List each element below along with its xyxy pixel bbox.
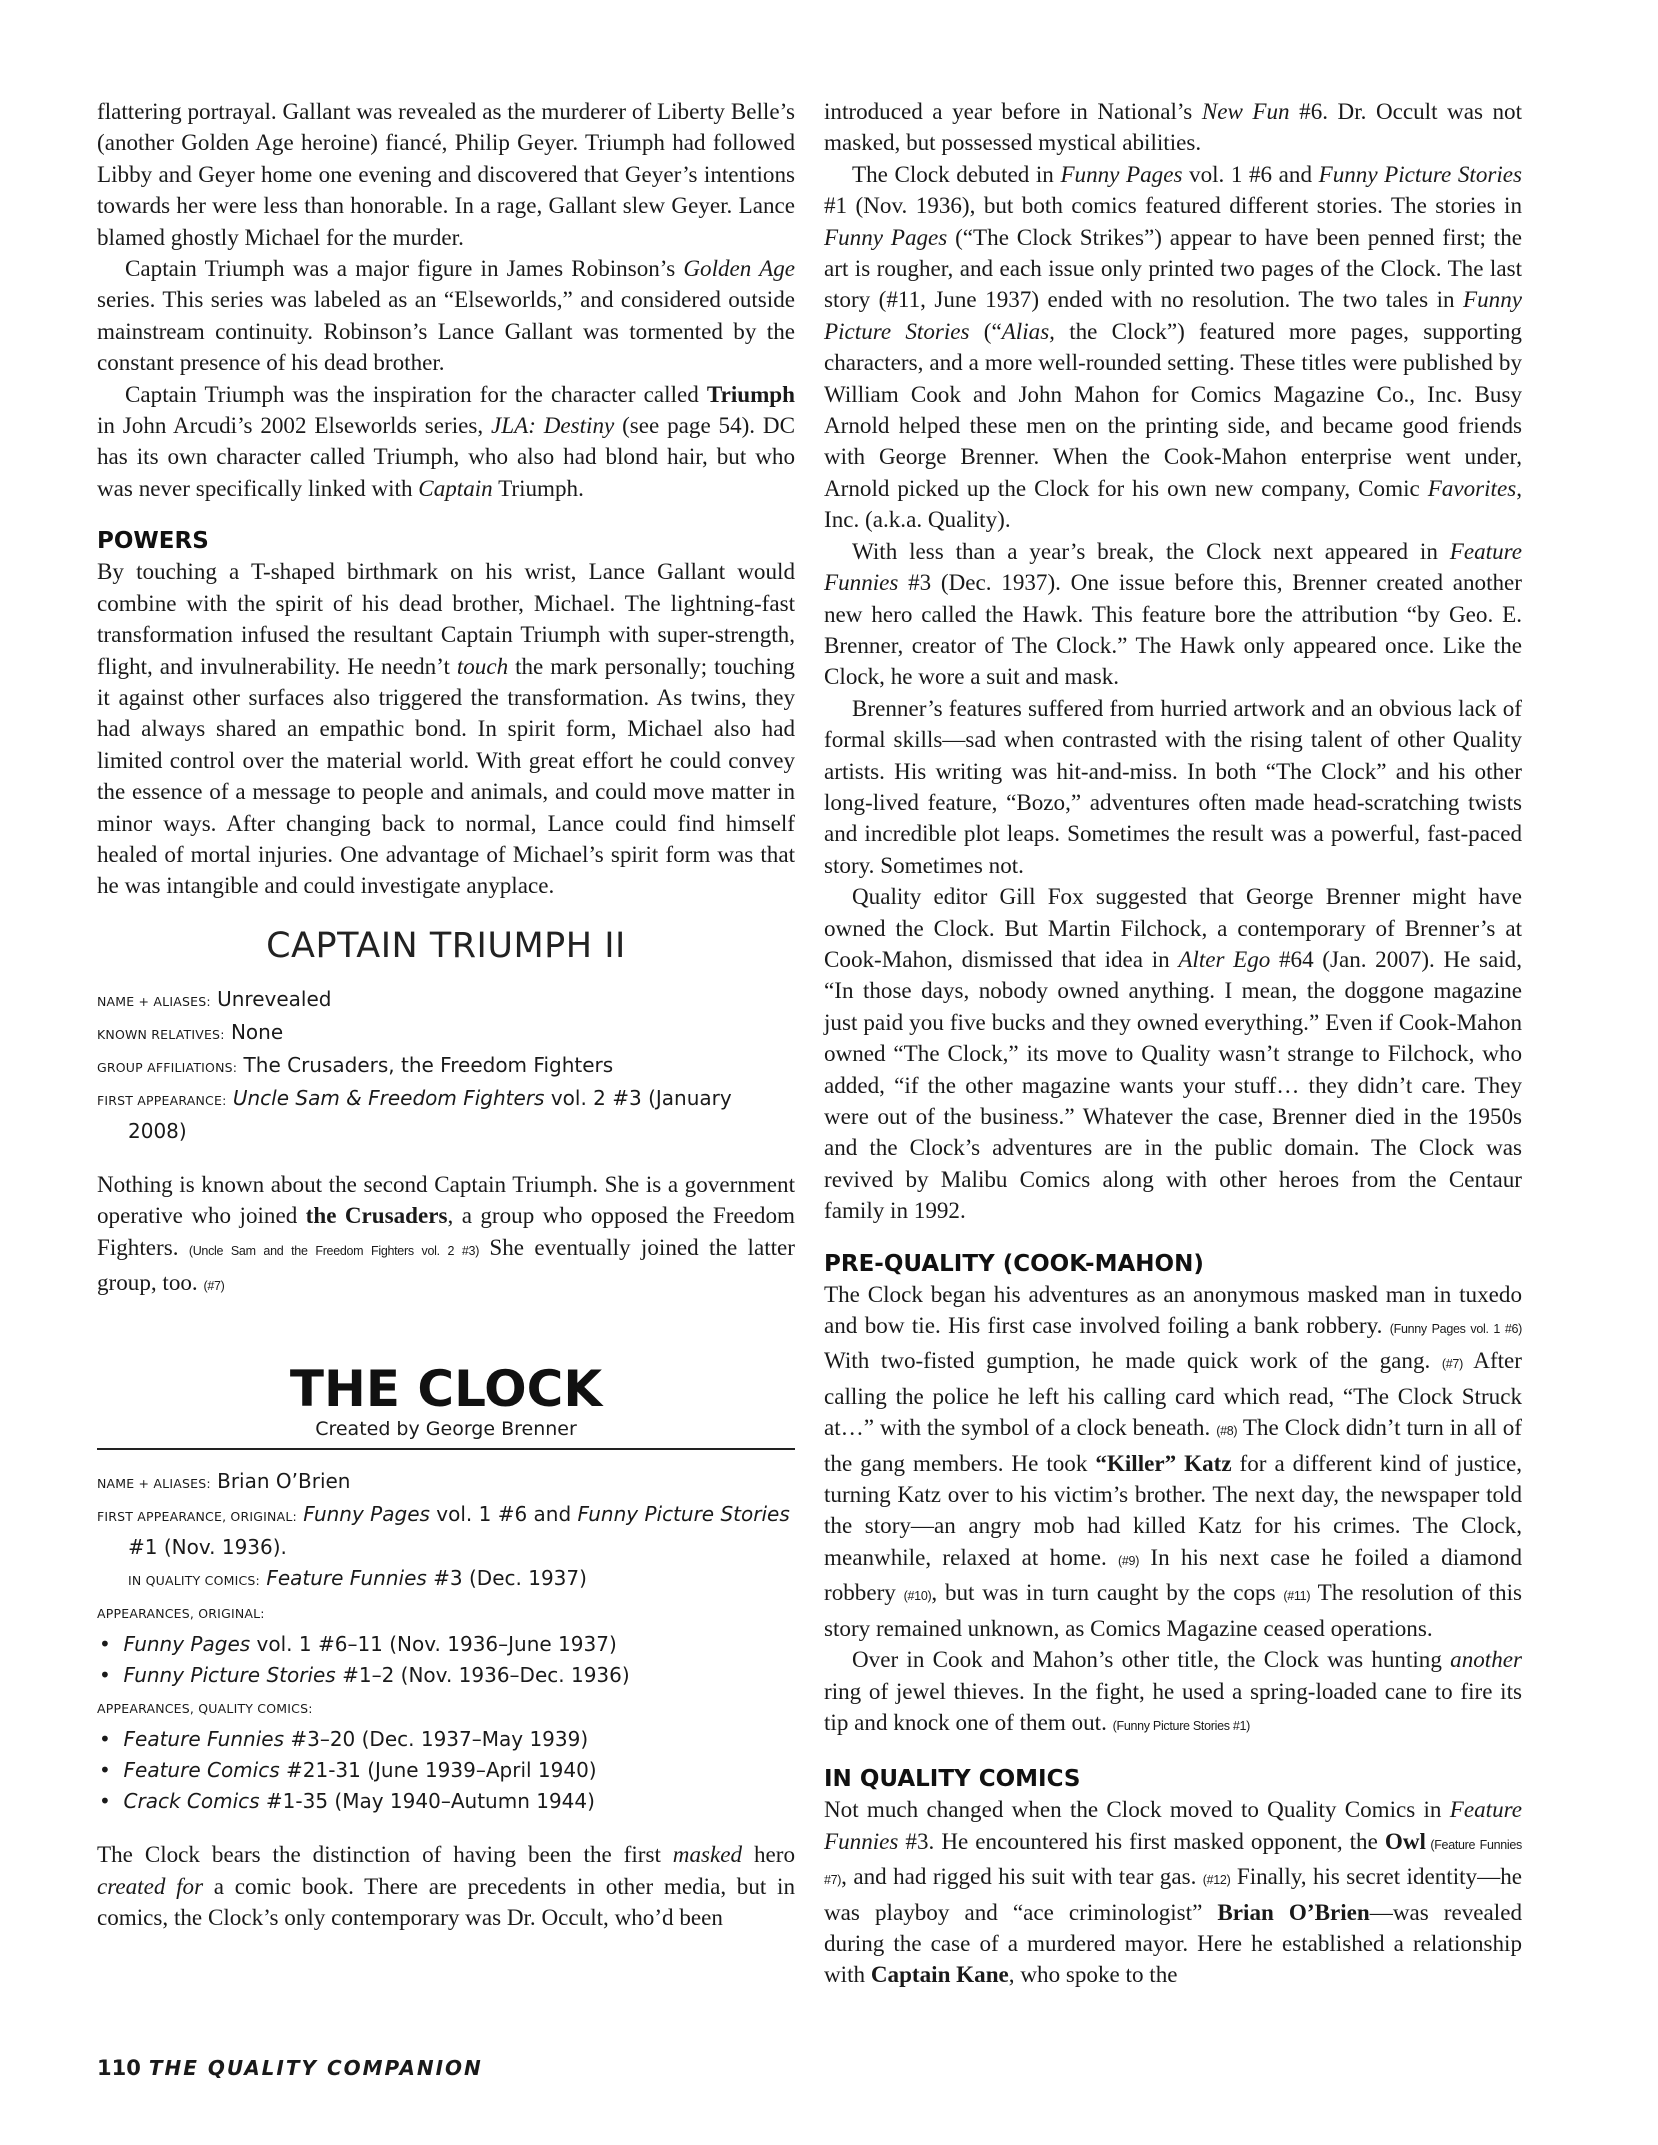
section-heading-powers: POWERS: [97, 528, 209, 555]
paragraph: The Clock began his adventures as an anonymous masked man in tuxedo and bow tie. His first case involved foiling a bank robbery. (Funny Pages vol. 1 #6) With two-fisted gumption, he made quick work of the gang. (#7) After calling the police he left his calling card which read, “The Clock Struck at…” with the symbol of a clock beneath. (#8) The Clock didn’t turn in all of the gang members. He took “Killer” Katz for a different kind of justice, turning Katz over to his victim’s brother. The next day, the newspaper told the story—an angry mob had killed Katz for his crimes. The Clock, meanwhile, relaxed at home. (#9) In his next case he foiled a diamond robbery (#10), but was in turn caught by the cops (#11) The resolution of this story remained unknown, as Comics Magazine ceased operations.: [824, 1280, 1523, 1641]
creator-credit: Created by George Brenner: [97, 1418, 795, 1450]
right-column: [824, 96, 1522, 1991]
page-number: 110: [97, 2056, 141, 2080]
list-item: • Funny Picture Stories #1–2 (Nov. 1936–Dec. 1936): [99, 1663, 630, 1688]
paragraph: introduced a year before in National’s New Fun #6. Dr. Occult was not masked, but possessed mystical abilities.: [824, 98, 1522, 156]
paragraph: Quality editor Gill Fox suggested that George Brenner might have owned the Clock. But Martin Filchock, a contemporary of Brenner’s at Cook-Mahon, dismissed that idea in Alter Ego #64 (Jan. 2007). He said, “In those days, nobody owned anything. I mean, the doggone magazine just paid you five bucks and they owned everything.” Even if Cook-Mahon owned “The Clock,” its move to Quality wasn’t strange to Filchock, who added, “if the other magazine wants your stuff… they didn’t care. They were out of the business.” Whatever the case, Brenner died in the 1950s and the Clock’s adventures are in the public domain. The Clock was revived by Malibu Comics along with other heroes from the Centaur family in 1992.: [824, 883, 1522, 1224]
paragraph: With less than a year’s break, the Clock next appeared in Feature Funnies #3 (Dec. 1937). One issue before this, Brenner created another new hero called the Hawk. This feature bore the attribution “by Geo. E. Brenner, creator of The Clock.” The Hawk only appeared once. Like the Clock, he wore a suit and mask.: [824, 537, 1522, 690]
info-block: NAME + ALIASES: Unrevealed KNOWN RELATIVES: None GROUP AFFILIATIONS: The Crusaders, the Freedom Fighters FIRST APPEARANCE: Uncle Sam & Freedom Fighters vol. 2 #3 (January 2008): [97, 986, 732, 1143]
list-item: • Feature Funnies #3–20 (Dec. 1937–May 1939): [99, 1727, 589, 1752]
section-heading-in-quality-comics: IN QUALITY COMICS: [824, 1766, 1081, 1793]
paragraph: flattering portrayal. Gallant was revealed as the murderer of Liberty Belle’s (another Golden Age heroine) fiancé, Philip Geyer. Triumph had followed Libby and Geyer home one evening and discovered that Geyer’s intentions towards her were less than honorable. In a rage, Gallant slew Geyer. Lance blamed ghostly Michael for the murder.: [97, 98, 795, 250]
paragraph: The Clock bears the distinction of having been the first masked hero created for a comic book. There are precedents in other media, but in comics, the Clock’s only contemporary was Dr. Occult, who’d been: [97, 1841, 795, 1931]
paragraph: Brenner’s features suffered from hurried artwork and an obvious lack of formal skills—sad when contrasted with the rising talent of other Quality artists. His writing was hit-and-miss. In both “The Clock” and his other long-lived feature, “Bozo,” adventures often made head-scratching twists and incredible plot leaps. Sometimes the result was a powerful, fast-paced story. Sometimes not.: [824, 694, 1522, 878]
paragraph: Nothing is known about the second Captain Triumph. She is a government operative who joined the Crusaders, a group who opposed the Freedom Fighters. (Uncle Sam and the Freedom Fighters vol. 2 #3) She eventually joined the latter group, too. (#7): [97, 1170, 795, 1295]
page-footer: [97, 2056, 483, 2080]
entry-title-captain-triumph-ii: CAPTAIN TRIUMPH II: [266, 925, 626, 966]
section-heading-pre-quality: PRE-QUALITY (COOK-MAHON): [824, 1250, 1204, 1277]
list-item: • Funny Pages vol. 1 #6–11 (Nov. 1936–June 1937): [99, 1632, 617, 1657]
paragraph: Captain Triumph was a major figure in James Robinson’s Golden Age series. This series was labeled as an “Elseworlds,” and considered outside mainstream continuity. Robinson’s Lance Gallant was tormented by the constant presence of his dead brother.: [97, 255, 795, 376]
paragraph: By touching a T-shaped birthmark on his wrist, Lance Gallant would combine with the spirit of his dead brother, Michael. The lightning-fast transformation infused the resultant Captain Triumph with super-strength, flight, and invulnerability. He needn’t touch the mark personally; touching it against other surfaces also triggered the transformation. As twins, they had always shared an empathic bond. In spirit form, Michael also had limited control over the material world. With great effort he could convey the essence of a message to people and animals, and could move matter in minor ways. After changing back to normal, Lance could find himself healed of mortal injuries. One advantage of Michael’s spirit form was that he was intangible and could investigate anyplace.: [97, 558, 795, 899]
entry-title-the-clock: THE CLOCK: [289, 1360, 603, 1419]
list-item: • Feature Comics #21-31 (June 1939–April 1940): [99, 1758, 597, 1783]
paragraph: Not much changed when the Clock moved to Quality Comics in Feature Funnies #3. He encountered his first masked opponent, the Owl (Feature Funnies #7), and had rigged his suit with tear gas. (#12) Finally, his secret identity—he was playboy and “ace criminologist” Brian O’Brien—was revealed during the case of a murdered mayor. Here he established a relationship with Captain Kane, who spoke to the: [824, 1796, 1523, 1988]
paragraph: Captain Triumph was the inspiration for the character called Triumph in John Arcudi’s 2002 Elseworlds series, JLA: Destiny (see page 54). DC has its own character called Triumph, who also had blond hair, but who was never specifically linked with Captain Triumph.: [97, 380, 795, 501]
paragraph: Over in Cook and Mahon’s other title, the Clock was hunting another ring of jewel thieves. In the fight, he used a spring-loaded cane to fire its tip and knock one of them out. (Funny Picture Stories #1): [824, 1646, 1522, 1735]
list-item: • Crack Comics #1-35 (May 1940–Autumn 1944): [99, 1789, 595, 1814]
paragraph: The Clock debuted in Funny Pages vol. 1 #6 and Funny Picture Stories #1 (Nov. 1936), but both comics featured different stories. The stories in Funny Pages (“The Clock Strikes”) appear to have been penned first; the art is rougher, and each issue only printed two pages of the Clock. The last story (#11, June 1937) ended with no resolution. The two tales in Funny Picture Stories (“Alias, the Clock”) featured more pages, supporting characters, and a more well-rounded setting. These titles were published by William Cook and John Mahon for Comics Magazine Co., Inc. Busy Arnold helped these men on the printing side, and became good friends with George Brenner. When the Cook-Mahon enterprise went under, Arnold picked up the Clock for his own new company, Comic Favorites, Inc. (a.k.a. Quality).: [824, 160, 1523, 533]
info-block: NAME + ALIASES: Brian O’Brien FIRST APPEARANCE, ORIGINAL: Funny Pages vol. 1 #6 and Funny Picture Stories #1 (Nov. 1936). IN QUALITY COMICS: Feature Funnies #3 (Dec. 1937) APPEARANCES, ORIGINAL: • Funny Pages vol. 1 #6–11 (Nov. 1936–June 1937) • Funny Picture Stories #1–2 (Nov. 1936–Dec. 1936) APPEARANCES, QUALITY COMICS: • Feature Funnies #3–20 (Dec. 1937–May 1939) • Feature Comics #21-31 (June 1939–April 1940) • Crack Comics #1-35 (May 1940–Autumn 1944): [97, 1466, 795, 1817]
book-title: THE QUALITY COMPANION: [148, 2056, 483, 2080]
left-column: [97, 96, 795, 1934]
